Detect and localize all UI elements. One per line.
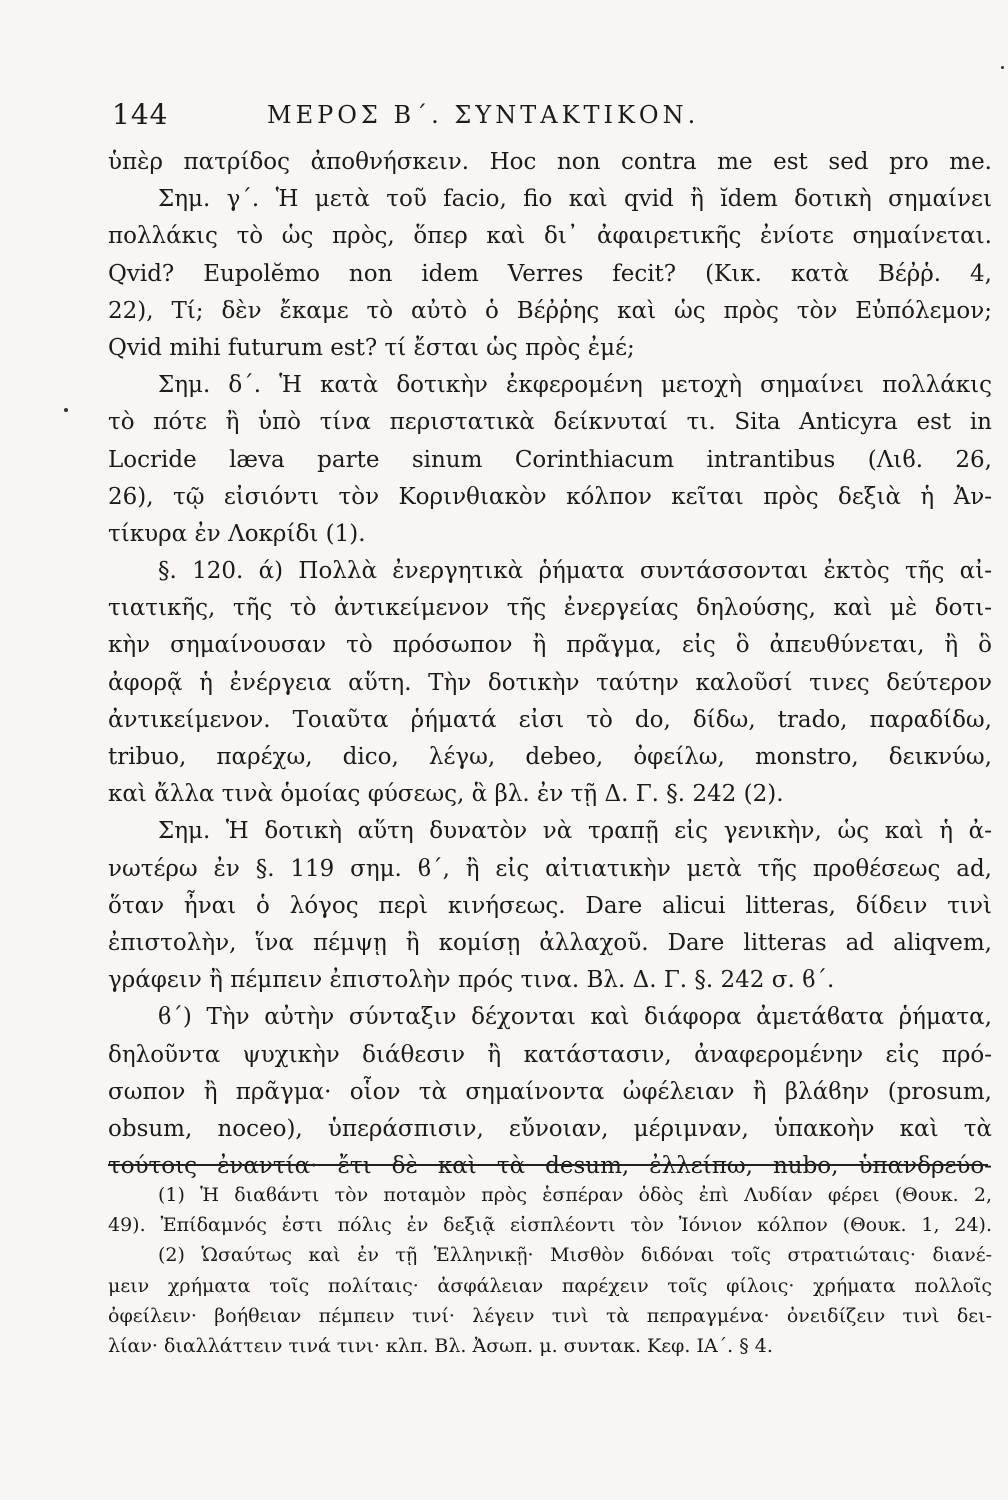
text-line: tribuo, παρέχω, dico, λέγω, debeo, ὀφείλω, monstro, δεικνύω, xyxy=(108,744,992,770)
text-line: δηλοῦντα ψυχικὴν διάθεσιν ἢ κατάστασιν, ἀναφερομένην εἰς πρό- xyxy=(108,1041,992,1068)
text-line: καὶ ἄλλα τινὰ ὁμοίας φύσεως, ἃ βλ. ἐν τῇ Δ. Γ. §. 242 (2). xyxy=(108,781,784,808)
text-line: τίκυρα ἐν Λοκρίδι (1). xyxy=(108,520,366,547)
text-line: Σημ. Ἡ δοτικὴ αὕτη δυνατὸν νὰ τραπῇ εἰς γενικὴν, ὡς καὶ ἡ ἀ- xyxy=(158,818,992,845)
footnote-line: ὀφείλειν· βοήθειαν πέμπειν τινί· λέγειν τινὶ τὰ πεπραγμένα· ὀνειδίζειν τινὶ δει- xyxy=(108,1304,992,1327)
print-speck xyxy=(1001,66,1004,69)
page-number: 144 xyxy=(112,98,169,131)
page-header xyxy=(112,98,962,138)
text-line: 22), Τί; δὲν ἔκαμε τὸ αὐτὸ ὁ Βέῤῥης καὶ ὡς πρὸς τὸν Εὐπόλεμον; xyxy=(108,297,992,324)
text-line: Qvid? Eupolĕmo non idem Verres fecit? (Κικ. κατὰ Βέῤῥ. 4, xyxy=(108,260,992,287)
text-line: obsum, noceo), ὑπεράσπισιν, εὔνοιαν, μέριμναν, ὑπακοὴν καὶ τὰ xyxy=(108,1115,992,1142)
text-line: τιατικῆς, τῆς τὸ ἀντικείμενον τῆς ἐνεργείας δηλούσης, καὶ μὲ δοτι- xyxy=(108,595,992,622)
main-text xyxy=(108,144,992,1185)
text-line: ὅταν ἦναι ὁ λόγος περὶ κινήσεως. Dare alicui litteras, δίδειν τινὶ xyxy=(108,892,992,919)
text-line: ἀντικείμενον. Τοιαῦτα ῥήματά εἰσι τὸ do, δίδω, trado, παραδίδω, xyxy=(108,706,992,733)
text-line: 26), τῷ εἰσιόντι τὸν Κορινθιακὸν κόλπον κεῖται πρὸς δεξιὰ ἡ Ἀν- xyxy=(108,483,992,510)
text-line: Σημ. δ΄. Ἡ κατὰ δοτικὴν ἐκφερομένη μετοχὴ σημαίνει πολλάκις xyxy=(158,372,992,399)
text-line: ὑπὲρ πατρίδος ἀποθνήσκειν. Hoc non contra me est sed pro me. xyxy=(108,149,992,175)
running-head: ΜΕΡΟΣ Β΄. ΣΥΝΤΑΚΤΙΚΟΝ. xyxy=(267,101,700,129)
text-line: ϐ΄) Τὴν αὐτὴν σύνταξιν δέχονται καὶ διάφορα ἀμετάϐατα ῥήματα, xyxy=(158,1004,992,1031)
footnote-line: 49). Ἐπίδαμνός ἐστι πόλις ἐν δεξιᾷ εἰσπλέοντι τὸν Ἰόνιον κόλπον (Θουκ. 1, 24). xyxy=(108,1214,992,1237)
text-line: γράφειν ἢ πέμπειν ἐπιστολὴν πρός τινα. Βλ. Δ. Γ. §. 242 σ. ϐ΄. xyxy=(108,967,835,994)
print-speck xyxy=(64,408,68,412)
text-line: τούτοις ἐναντία· ἔτι δὲ καὶ τὰ desum, ἐλλείπω, nubo, ὑπανδρεύο- xyxy=(108,1153,992,1180)
text-line: Locride læva parte sinum Corinthiacum intrantibus (Λιϐ. 26, xyxy=(108,446,992,473)
text-line: Qvid mihi futurum est? τί ἔσται ὡς πρὸς ἐμέ; xyxy=(108,334,635,361)
text-line: σωπον ἢ πρᾶγμα· οἷον τὰ σημαίνοντα ὠφέλειαν ἢ βλάϐην (prosum, xyxy=(108,1078,992,1105)
section-heading-line: §. 120. ά) Πολλὰ ἐνεργητικὰ ῥήματα συντάσσονται ἐκτὸς τῆς αἰ- xyxy=(158,558,992,585)
text-line: ἀφορᾷ ἡ ἐνέργεια αὕτη. Τὴν δοτικὴν ταύτην καλοῦσί τινες δεύτερον xyxy=(108,669,992,696)
footnote-divider xyxy=(108,1164,988,1166)
text-line: Σημ. γ΄. Ἡ μετὰ τοῦ facio, fio καὶ qvid ἢ ĭdem δοτικὴ σημαίνει xyxy=(158,186,992,213)
footnote-line: (1) Ἡ διαϐάντι τὸν ποταμὸν πρὸς ἑσπέραν ὁδὸς ἐπὶ Λυδίαν φέρει (Θουκ. 2, xyxy=(158,1184,992,1206)
footnote-line: λίαν· διαλλάττειν τινά τινι· κλπ. Βλ. Ἀσωπ. μ. συντακ. Κεφ. ΙΑ΄. § 4. xyxy=(108,1334,773,1357)
footnote-line: μειν χρήματα τοῖς πολίταις· ἀσφάλειαν παρέχειν τοῖς φίλοις· χρήματα πολλοῖς xyxy=(108,1274,992,1297)
text-line: τὸ πότε ἢ ὑπὸ τίνα περιστατικὰ δείκνυταί τι. Sita Anticyra est in xyxy=(108,409,992,436)
text-line: νωτέρω ἐν §. 119 σημ. ϐ΄, ἢ εἰς αἰτιατικὴν μετὰ τῆς προθέσεως ad, xyxy=(108,855,992,882)
footnote-line: (2) Ὡσαύτως καὶ ἐν τῇ Ἑλληνικῇ· Μισθὸν διδόναι τοῖς στρατιώταις· διανέ- xyxy=(158,1244,992,1267)
footnotes xyxy=(108,1180,992,1361)
text-line: ἐπιστολὴν, ἵνα πέμψῃ ἢ κομίσῃ ἀλλαχοῦ. Dare litteras ad aliqvem, xyxy=(108,929,992,956)
text-line: κὴν σημαίνουσαν τὸ πρόσωπον ἢ πρᾶγμα, εἰς ὃ ἀπευθύνεται, ἢ ὃ xyxy=(108,632,992,659)
text-line: πολλάκις τὸ ὡς πρὸς, ὅπερ καὶ δι᾽ ἀφαιρετικῆς ἐνίοτε σημαίνεται. xyxy=(108,223,992,250)
